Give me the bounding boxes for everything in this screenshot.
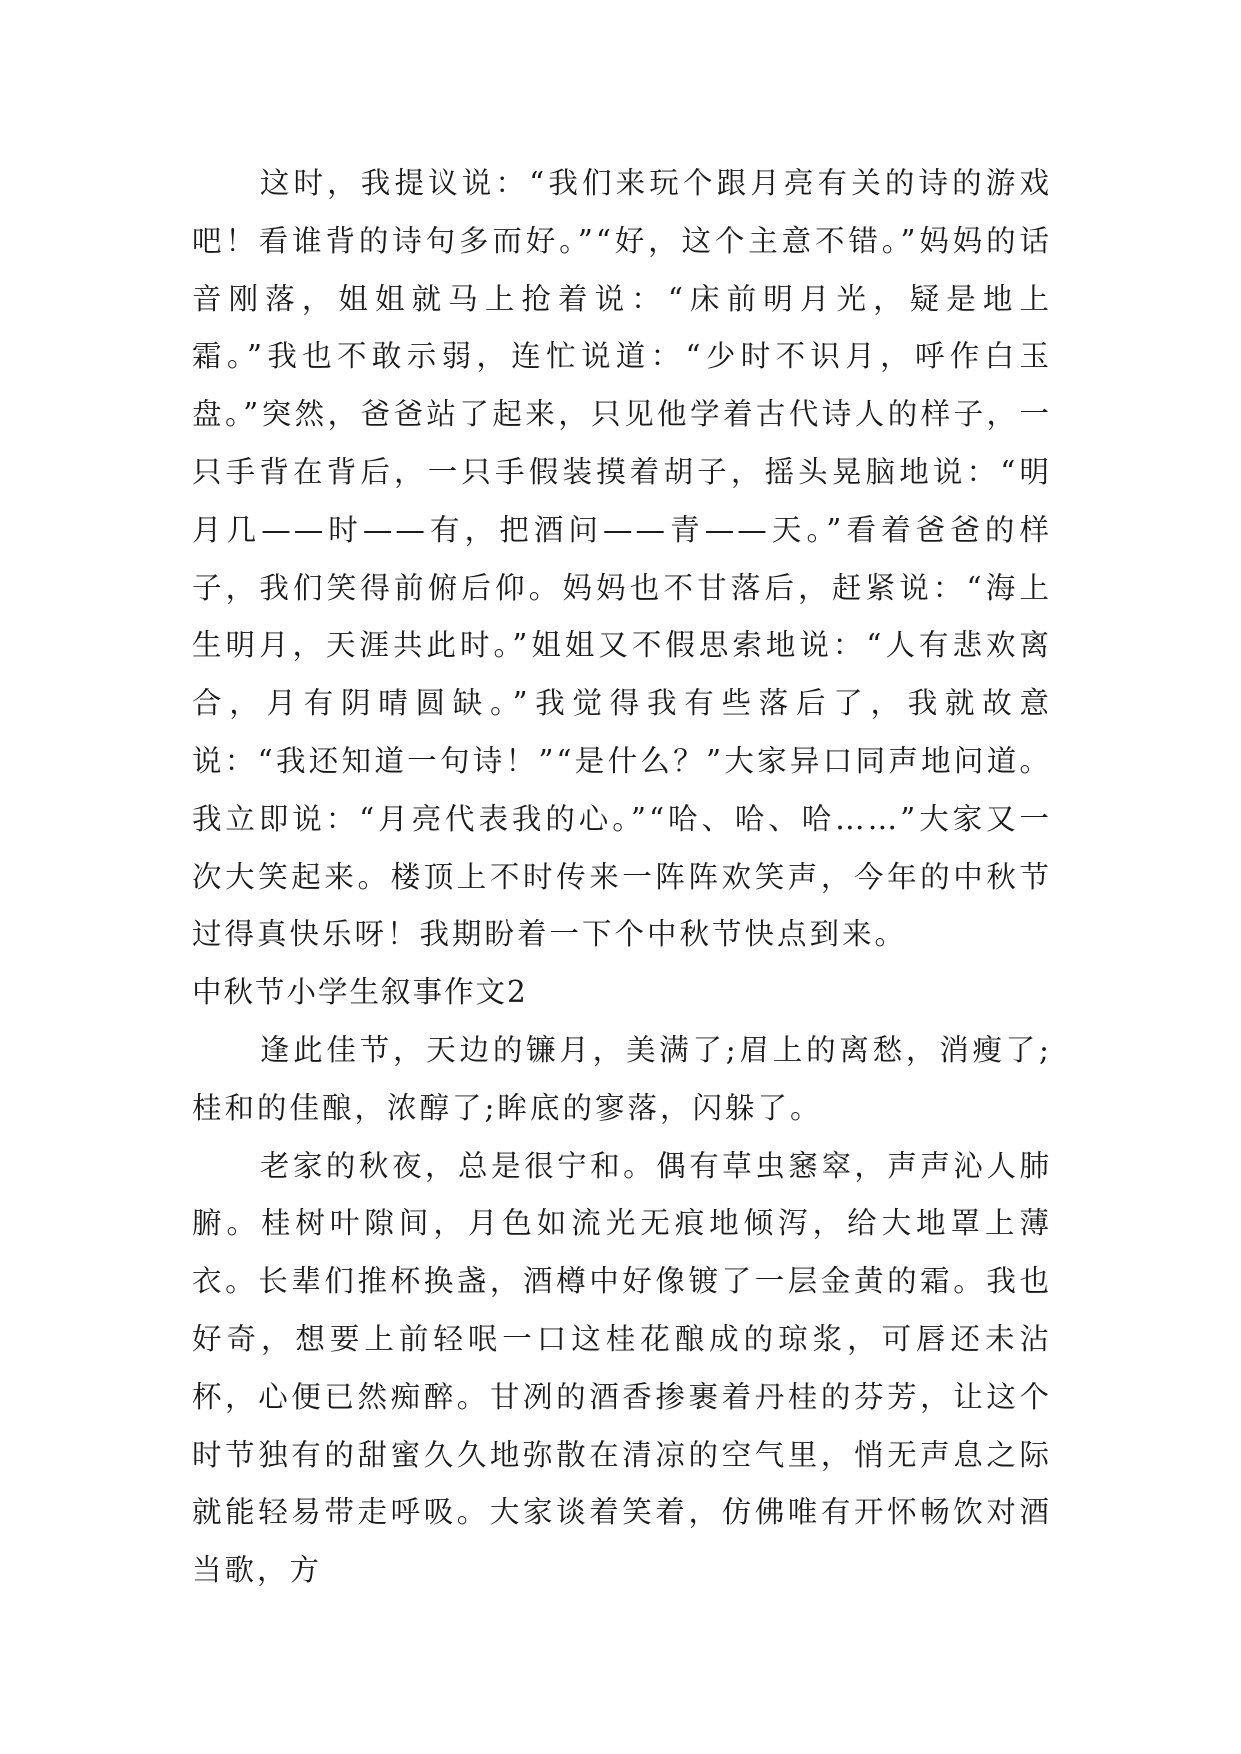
paragraph-autumn-night: 老家的秋夜，总是很宁和。偶有草虫窸窣，声声沁人肺腑。桂树叶隙间，月色如流光无痕地倾泻，给大地罩上薄衣。长辈们推杯换盏，酒樽中好像镀了一层金黄的霜。我也好奇，想要上前轻呡一口这桂花酿成的琼浆，可唇还未沾杯，心便已然痴醉。甘冽的酒香掺裹着丹桂的芬芳，让这个时节独有的甜蜜久久地弥散在清凉的空气里，悄无声息之际就能轻易带走呼吸。大家谈着笑着，仿佛唯有开怀畅饮对酒当歌，方 — [192, 1148, 1052, 1588]
section-title: 中秋节小学生叙事作文2 — [192, 975, 528, 1010]
paragraph-poem-game: 这时，我提议说：“我们来玩个跟月亮有关的诗的游戏吧！看谁背的诗句多而好。”“好，这个主意不错。”妈妈的话音刚落，姐姐就马上抢着说：“床前明月光，疑是地上霜。”我也不敢示弱，连忙说道：“少时不识月，呼作白玉盘。”突然，爸爸站了起来，只见他学着古代诗人的样子，一只手背在背后，一只手假装摸着胡子，摇头晃脑地说：“明月几——时——有，把酒问——青——天。”看着爸爸的样子，我们笑得前俯后仰。妈妈也不甘落后，赶紧说：“海上生明月，天涯共此时。”姐姐又不假思索地说：“人有悲欢离合，月有阴晴圆缺。”我觉得我有些落后了，我就故意说：“我还知道一句诗！”“是什么？”大家异口同声地问道。我立即说：“月亮代表我的心。”“哈、哈、哈……”大家又一次大笑起来。楼顶上不时传来一阵阵欢笑声，今年的中秋节过得真快乐呀！我期盼着一下个中秋节快点到来。 — [192, 166, 1052, 952]
document-body — [192, 155, 1052, 1600]
paragraph-festival-intro: 逢此佳节，天边的镰月，美满了;眉上的离愁，消瘦了;桂和的佳酿，浓醇了;眸底的寥落，闪躲了。 — [192, 1032, 1052, 1125]
